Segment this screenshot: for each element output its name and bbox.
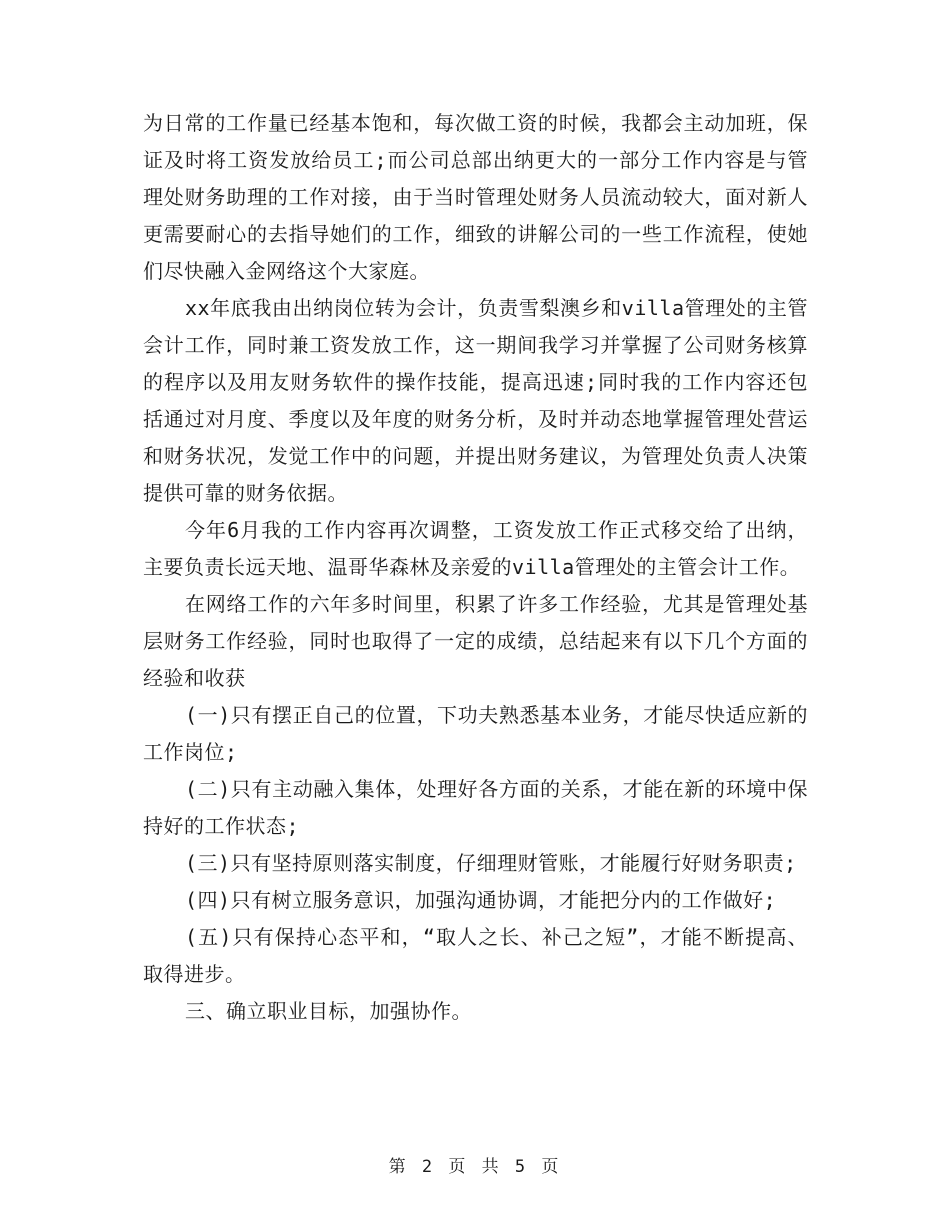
paragraph-1: 为日常的工作量已经基本饱和，每次做工资的时候，我都会主动加班，保证及时将工资发放给员工;而公司总部出纳更大的一部分工作内容是与管理处财务助理的工作对接，由于当时管理处财务人员流动较大，面对新人更需要耐心的去指导她们的工作，细致的讲解公司的一些工作流程，使她们尽快融入金网络这个大家庭。 [143,111,808,283]
list-item-2: (二)只有主动融入集体，处理好各方面的关系，才能在新的环境中保持好的工作状态; [143,777,808,838]
section-heading: 三、确立职业目标，加强协作。 [185,999,472,1023]
list-item-4: (四)只有树立服务意识，加强沟通协调，才能把分内的工作做好; [185,888,777,912]
page-footer: 第 2 页 共 5 页 [388,1157,562,1177]
document-body [143,105,808,1030]
paragraph-4: 在网络工作的六年多时间里，积累了许多工作经验，尤其是管理处基层财务工作经验，同时也取得了一定的成绩，总结起来有以下几个方面的经验和收获 [143,592,808,690]
paragraph-2: xx年底我由出纳岗位转为会计，负责雪梨澳乡和villa管理处的主管会计工作，同时兼工资发放工作，这一期间我学习并掌握了公司财务核算的程序以及用友财务软件的操作技能，提高迅速;同时我的工作内容还包括通过对月度、季度以及年度的财务分析，及时并动态地掌握管理处营运和财务状况，发觉工作中的问题，并提出财务建议，为管理处负责人决策提供可靠的财务依据。 [143,296,808,505]
list-item-3: (三)只有坚持原则落实制度，仔细理财管账，才能履行好财务职责; [185,851,797,875]
paragraph-3: 今年6月我的工作内容再次调整，工资发放工作正式移交给了出纳，主要负责长远天地、温哥华森林及亲爱的villa管理处的主管会计工作。 [143,518,808,579]
list-item-5: (五)只有保持心态平和，“取人之长、补己之短”，才能不断提高、取得进步。 [143,925,808,986]
list-item-1: (一)只有摆正自己的位置，下功夫熟悉基本业务，才能尽快适应新的工作岗位; [143,703,808,764]
